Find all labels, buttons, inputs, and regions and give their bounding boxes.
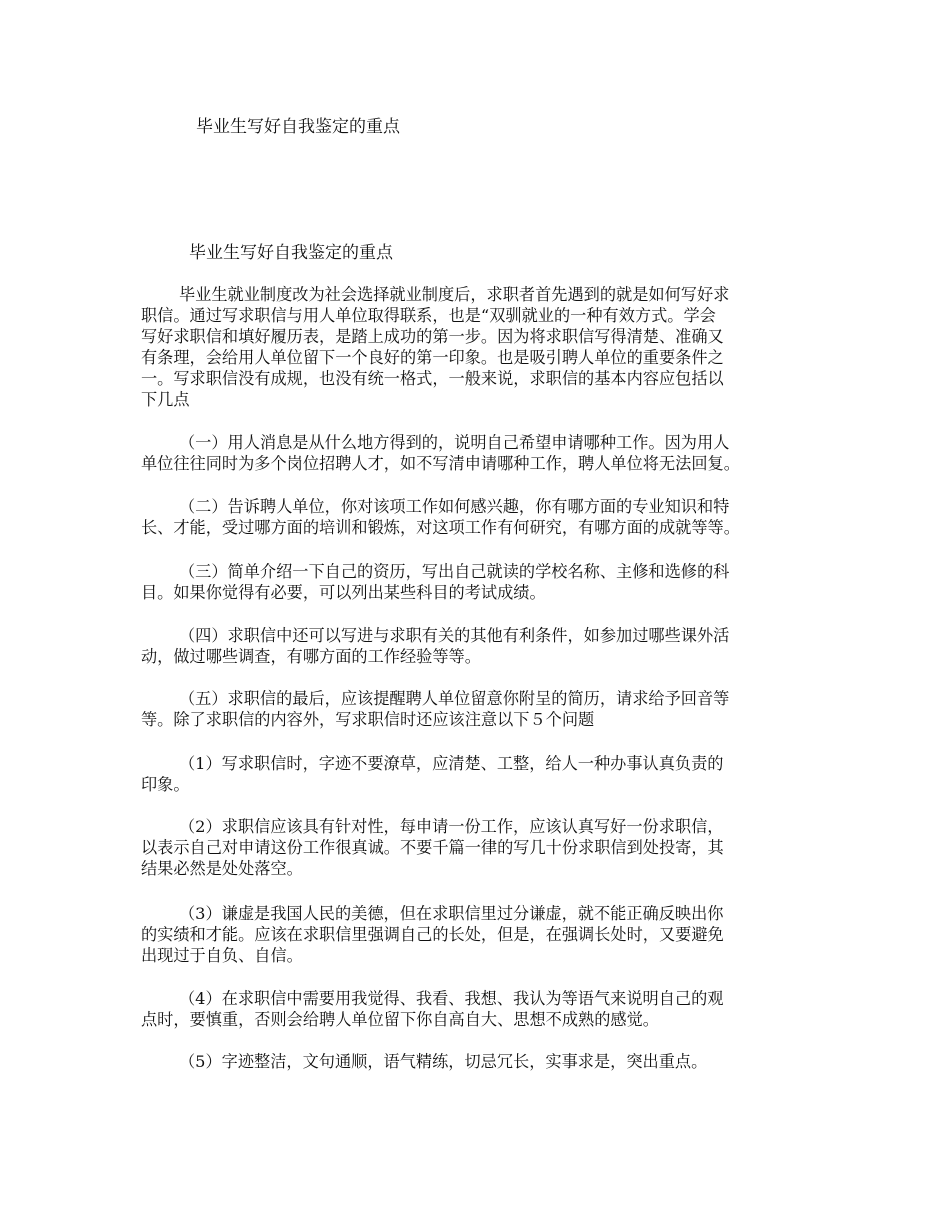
paragraph-note-4 xyxy=(141,988,831,1030)
paragraph-line: 有条理，会给用人单位留下一个良好的第一印象。也是吸引聘人单位的重要条件之 xyxy=(141,348,724,367)
paragraph-item-3 xyxy=(141,561,831,603)
paragraph-line: 动，做过哪些调查，有哪方面的工作经验等等。 xyxy=(141,647,481,666)
paragraph-line: 职信。通过写求职信与用人单位取得联系，也是“双驯就业的一种有效方式。学会 xyxy=(141,306,716,325)
document-title: 毕业生写好自我鉴定的重点 xyxy=(196,117,400,137)
paragraph-line: 写好求职信和填好履历表，是踏上成功的第一步。因为将求职信写得清楚、准确又 xyxy=(141,327,724,346)
paragraph-line: （5）字迹整洁，文句通顺，语气精练，切忌冗长，实事求是，突出重点。 xyxy=(179,1052,708,1071)
paragraph-line: （3）谦虚是我国人民的美德，但在求职信里过分谦虚，就不能正确反映出你 xyxy=(179,904,724,923)
paragraph-line: （四）求职信中还可以写进与求职有关的其他有利条件，如参加过哪些课外活 xyxy=(179,626,730,645)
paragraph-line: 毕业生就业制度改为社会选择就业制度后，求职者首先遇到的就是如何写好求 xyxy=(179,285,730,304)
paragraph-line: 单位往往同时为多个岗位招聘人才，如不写清申请哪种工作，聘人单位将无法回复。 xyxy=(141,454,740,473)
paragraph-note-5 xyxy=(141,1051,831,1072)
paragraph-line: 目。如果你觉得有必要，可以列出某些科目的考试成绩。 xyxy=(141,583,546,602)
paragraph-item-2 xyxy=(141,496,831,538)
paragraph-line: （4）在求职信中需要用我觉得、我看、我想、我认为等语气来说明自己的观 xyxy=(179,989,724,1008)
paragraph-line: 出现过于自负、自信。 xyxy=(141,946,303,965)
paragraph-line: 的实绩和才能。应该在求职信里强调自己的长处，但是，在强调长处时，又要避免 xyxy=(141,925,724,944)
paragraph-intro xyxy=(141,284,831,410)
paragraph-line: 以表示自己对申请这份工作很真诚。不要千篇一律的写几十份求职信到处投寄，其 xyxy=(141,838,724,857)
paragraph-line: （1）写求职信时，字迹不要潦草，应清楚、工整，给人一种办事认真负责的 xyxy=(179,754,724,773)
paragraph-line: 一。写求职信没有成规，也没有统一格式，一般来说，求职信的基本内容应包括以 xyxy=(141,369,724,388)
paragraph-line: （一）用人消息是从什么地方得到的，说明自己希望申请哪种工作。因为用人 xyxy=(179,433,730,452)
paragraph-line: （2）求职信应该具有针对性，每申请一份工作，应该认真写好一份求职信， xyxy=(179,817,724,836)
paragraph-line: 等。除了求职信的内容外，写求职信时还应该注意以下５个问题 xyxy=(141,710,595,729)
section-heading: 毕业生写好自我鉴定的重点 xyxy=(189,243,393,263)
paragraph-line: （二）告诉聘人单位，你对该项工作如何感兴趣，你有哪方面的专业知识和特 xyxy=(179,497,730,516)
paragraph-item-1 xyxy=(141,432,831,474)
paragraph-line: 下几点 xyxy=(141,390,190,409)
paragraph-line: 印象。 xyxy=(141,775,190,794)
paragraph-note-3 xyxy=(141,903,831,966)
paragraph-item-5 xyxy=(141,688,831,730)
paragraph-line: （三）简单介绍一下自己的资历，写出自己就读的学校名称、主修和选修的科 xyxy=(179,562,730,581)
paragraph-line: 点时，要慎重，否则会给聘人单位留下你自高自大、思想不成熟的感觉。 xyxy=(141,1010,659,1029)
paragraph-line: （五）求职信的最后，应该提醒聘人单位留意你附呈的简历，请求给予回音等 xyxy=(179,689,730,708)
paragraph-line: 长、才能，受过哪方面的培训和锻炼，对这项工作有何研究，有哪方面的成就等等。 xyxy=(141,518,740,537)
paragraph-note-2 xyxy=(141,816,831,879)
paragraph-line: 结果必然是处处落空。 xyxy=(141,859,303,878)
paragraph-note-1 xyxy=(141,753,831,795)
paragraph-item-4 xyxy=(141,625,831,667)
